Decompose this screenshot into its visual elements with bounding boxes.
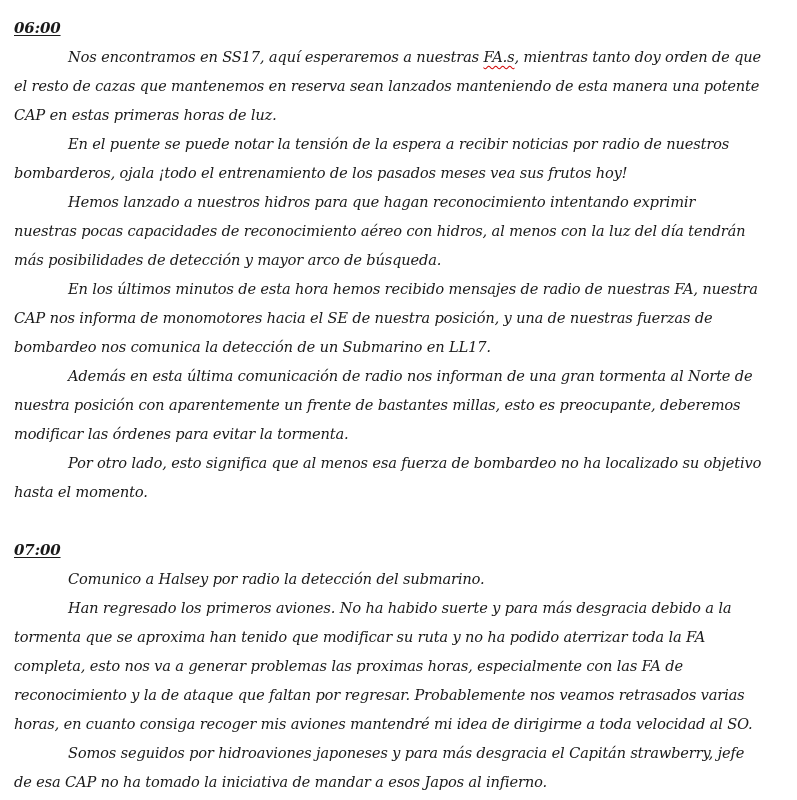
section-time-heading: 06:00 [14,19,61,37]
paragraph: Además en esta última comunicación de radio nos informan de una gran tormenta al Norte de nuestra posición con aparentemente un frente de bastantes millas, esto es preocupante, deberemos modificar las órdenes para evitar la tormenta. [14,368,753,443]
document-body [14,14,762,797]
spellcheck-flagged-word[interactable]: FA.s [483,49,515,66]
paragraph: Comunico a Halsey por radio la detección del submarino. [68,571,485,588]
paragraph-text: Nos encontramos en SS17, aquí esperaremos a nuestras [68,49,484,66]
paragraph: Somos seguidos por hidroaviones japoneses y para más desgracia el Capitán strawberry, jefe de esa CAP no ha tomado la iniciativa de mandar a esos Japos al infierno. [14,745,745,791]
paragraph: En el puente se puede notar la tensión de la espera a recibir noticias por radio de nuestros bombarderos, ojala ¡todo el entrenamiento de los pasados meses vea sus frutos hoy! [14,136,730,182]
paragraph: Por otro lado, esto significa que al menos esa fuerza de bombardeo no ha localizado su objetivo hasta el momento. [14,455,762,501]
paragraph: Hemos lanzado a nuestros hidros para que hagan reconocimiento intentando exprimir nuestras pocas capacidades de reconocimiento aéreo con hidros, al menos con la luz del día tendrán más posibilidades de detección y mayor arco de búsqueda. [14,194,746,269]
paragraph-text: , mientras tanto doy orden de que el resto de cazas que mantenemos en reserva sean lanzados manteniendo de esta manera una potente CAP en estas primeras horas de luz. [14,49,762,124]
section-time-heading: 07:00 [14,541,61,559]
paragraph [14,43,762,130]
paragraph: En los últimos minutos de esta hora hemos recibido mensajes de radio de nuestras FA, nuestra CAP nos informa de monomotores hacia el SE de nuestra posición, y una de nuestras fuerzas de bombardeo nos comunica la detección de un Submarino en LL17. [14,281,758,356]
blank-line [14,507,762,536]
paragraph: Han regresado los primeros aviones. No ha habido suerte y para más desgracia debido a la tormenta que se aproxima han tenido que modificar su ruta y no ha podido aterrizar toda la FA completa, esto nos va a generar problemas las proximas horas, especialmente con las FA de reconocimiento y la de ataque que faltan por regresar. Probablemente nos veamos retrasados varias horas, en cuanto consiga recoger mis aviones mantendré mi idea de dirigirme a toda velocidad al SO. [14,600,753,733]
